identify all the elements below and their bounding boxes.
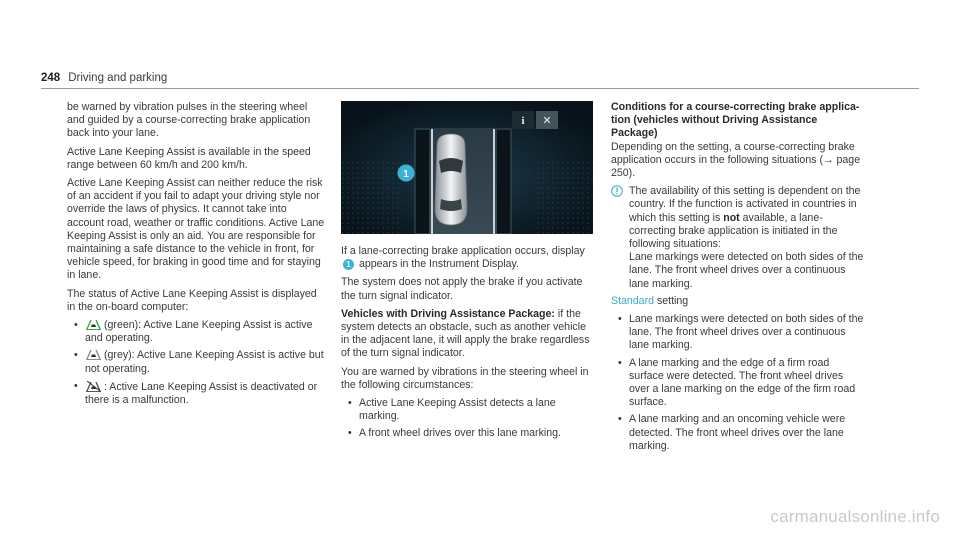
paragraph: The system does not apply the brake if you activate the turn signal indicator.: [341, 276, 583, 302]
callout-marker-badge: 1: [343, 259, 354, 270]
section-title: Driving and parking: [68, 72, 168, 84]
list-item: • A lane marking and the edge of a firm road surface were detected. The front wheel drives over a lane marking on the edge of the firm road surface.: [611, 357, 866, 410]
instrument-display-image: [341, 101, 593, 234]
list-item: • A lane marking and an oncoming vehicle were detected. The front wheel drives over the lane marking.: [611, 413, 866, 453]
list-item: • A front wheel drives over this lane marking.: [341, 427, 596, 440]
info-note-icon: [611, 185, 623, 197]
conditions-list: [611, 313, 866, 453]
column-left: [67, 101, 325, 412]
paragraph: be warned by vibration pulses in the steering wheel and guided by a course-correcting brake application back into your lane.: [67, 101, 311, 140]
page-header: [41, 72, 167, 84]
callout-marker: 1: [403, 169, 409, 180]
list-item: • Lane markings were detected on both sides of the lane. The front wheel drives over a continuous lane marking.: [611, 313, 866, 353]
paragraph: You are warned by vibrations in the steering wheel in the following circumstances:: [341, 365, 589, 391]
lane-keeping-active-icon: [85, 319, 102, 330]
paragraph: Active Lane Keeping Assist is available in the speed range between 60 km/h and 200 km/h.: [67, 145, 311, 171]
instrument-display-graphic: [341, 101, 593, 234]
page-number: 248: [41, 72, 61, 84]
paragraph: Active Lane Keeping Assist can neither reduce the risk of an accident if you fail to adapt your driving style nor override the laws of physics. It cannot take into account road, weather or traffic conditions. Active Lane Keeping Assist is only an aid. You are responsible for maintaining a safe distance to the vehicle in front, for vehicle speed, for braking in good time and for staying in lane.: [67, 177, 325, 282]
close-icon: ✕: [542, 114, 552, 127]
lane-keeping-off-icon: [85, 380, 102, 392]
column-right: [611, 101, 866, 458]
info-icon: i: [521, 115, 525, 127]
bold-lead: Vehicles with Driving Assistance Package:: [341, 307, 555, 320]
header-divider: [41, 88, 919, 89]
list-item: • Active Lane Keeping Assist detects a lane marking.: [341, 397, 596, 423]
paragraph: Depending on the setting, a course-correcting brake application occurs in the following situations (→ page 250).: [611, 140, 861, 180]
standard-setting-label: Standard: [611, 294, 654, 307]
list-item: • : Active Lane Keeping Assist is deactivated or there is a malfunction.: [67, 380, 325, 407]
circumstance-list: [341, 397, 596, 441]
watermark: carmanualsonline.info: [770, 507, 940, 526]
paragraph: The status of Active Lane Keeping Assist is displayed in the on-board computer:: [67, 287, 317, 313]
status-list: [67, 319, 325, 407]
paragraph: Vehicles with Driving Assistance Package: if the system detects an obstacle, such as another vehicle in the adjacent lane, it will apply the brake regardless of the turn signal indicator.: [341, 307, 590, 360]
setting-label: Standard setting: [611, 294, 689, 307]
list-item: • (grey): Active Lane Keeping Assist is active but not operating.: [67, 349, 325, 375]
paragraph: If a lane-correcting brake application occurs, display 1 appears in the Instrument Display.: [341, 245, 585, 271]
lane-keeping-inactive-icon: [85, 349, 102, 360]
section-heading: Conditions for a course-correcting brake application (vehicles without Driving Assistance Package): [611, 101, 860, 140]
info-note: The availability of this setting is dependent on the country. If the function is activated in countries in which this setting is not available, a lane-correcting brake application is initiated in the following situations: Lane markings were detected on both sides of the lane. The front wheel drives over a continuous lane marking.: [611, 185, 866, 291]
column-middle: [341, 245, 596, 446]
list-item: • (green): Active Lane Keeping Assist is active and operating.: [67, 319, 325, 345]
